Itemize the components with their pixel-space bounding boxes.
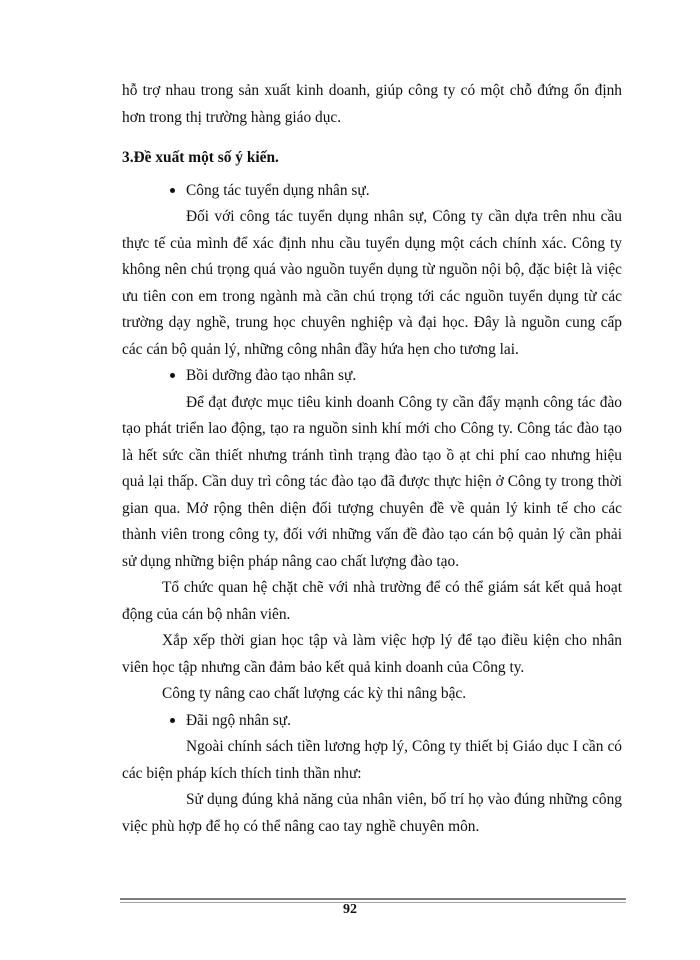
- paragraph-intro: hỗ trợ nhau trong sản xuất kinh doanh, giúp công ty có một chỗ đứng ổn định hơn trong thị trường hàng giáo dục.: [122, 82, 622, 126]
- paragraph-school-relations: Tổ chức quan hệ chặt chẽ với nhà trường để có thể giám sát kết quả hoạt động của cán bộ nhân viên.: [122, 579, 622, 623]
- bullet-label: Đãi ngộ nhân sự.: [186, 711, 291, 729]
- bullet-label: Công tác tuyển dụng nhân sự.: [186, 181, 370, 199]
- bullet-training: [122, 363, 622, 390]
- paragraph-recruitment: Đối với công tác tuyển dụng nhân sự, Công ty cần dựa trên nhu cầu thực tế của mình để xác định nhu cầu tuyển dụng một cách chính xác. Công ty không nên chú trọng quá vào nguồn tuyển dụng từ nguồn nội bộ, đặc biệt là việc ưu tiên con em trong ngành mà cần chú trọng tới các nguồn tuyển dụng từ các trường dạy nghề, trung học chuyên nghiệp và đại học. Đây là nguồn cung cấp các cán bộ quản lý, những công nhân đầy hứa hẹn cho tương lai.: [122, 208, 622, 358]
- bullet-label: Bồi dưỡng đào tạo nhân sự.: [186, 367, 357, 384]
- bullet-dot-icon: [170, 188, 175, 193]
- bullet-dot-icon: [170, 718, 175, 723]
- document-page: [122, 78, 622, 840]
- paragraph-training: Để đạt được mục tiêu kinh doanh Công ty cần đẩy mạnh công tác đào tạo phát triển lao động, tạo ra nguồn sinh khí mới cho Công ty. Công tác đào tạo là hết sức cần thiết nhưng tránh tình trạng đào tạo ồ ạt chi phí cao nhưng hiệu quả lại thấp. Cần duy trì công tác đào tạo đã được thực hiện ở Công ty trong thời gian qua. Mở rộng thên diện đối tượng chuyên đề về quản lý kinh tế cho các thành viên trong công ty, đối với những vấn đề đào tạo cán bộ quản lý cần phải sử dụng những biện pháp nâng cao chất lượng đào tạo.: [122, 393, 622, 570]
- paragraph-exams: Công ty nâng cao chất lượng các kỳ thi nâng bậc.: [162, 685, 467, 702]
- bullet-recruitment: [122, 178, 622, 205]
- section-heading: 3.Đề xuất một số ý kiến.: [122, 149, 279, 166]
- bullet-compensation: [122, 708, 622, 735]
- page-number: 92: [343, 902, 357, 917]
- bullet-dot-icon: [170, 373, 175, 378]
- paragraph-compensation: Ngoài chính sách tiền lương hợp lý, Công ty thiết bị Giáo dục I cần có các biện pháp kích thích tinh thần như:: [122, 738, 622, 782]
- paragraph-abilities: Sử dụng đúng khả năng của nhân viên, bố trí họ vào đúng những công việc phù hợp để họ có thể nâng cao tay nghề chuyên môn.: [122, 791, 622, 835]
- paragraph-schedule: Xắp xếp thời gian học tập và làm việc hợp lý để tạo điều kiện cho nhân viên học tập nhưng cần đảm bảo kết quả kinh doanh của Công ty.: [122, 632, 622, 676]
